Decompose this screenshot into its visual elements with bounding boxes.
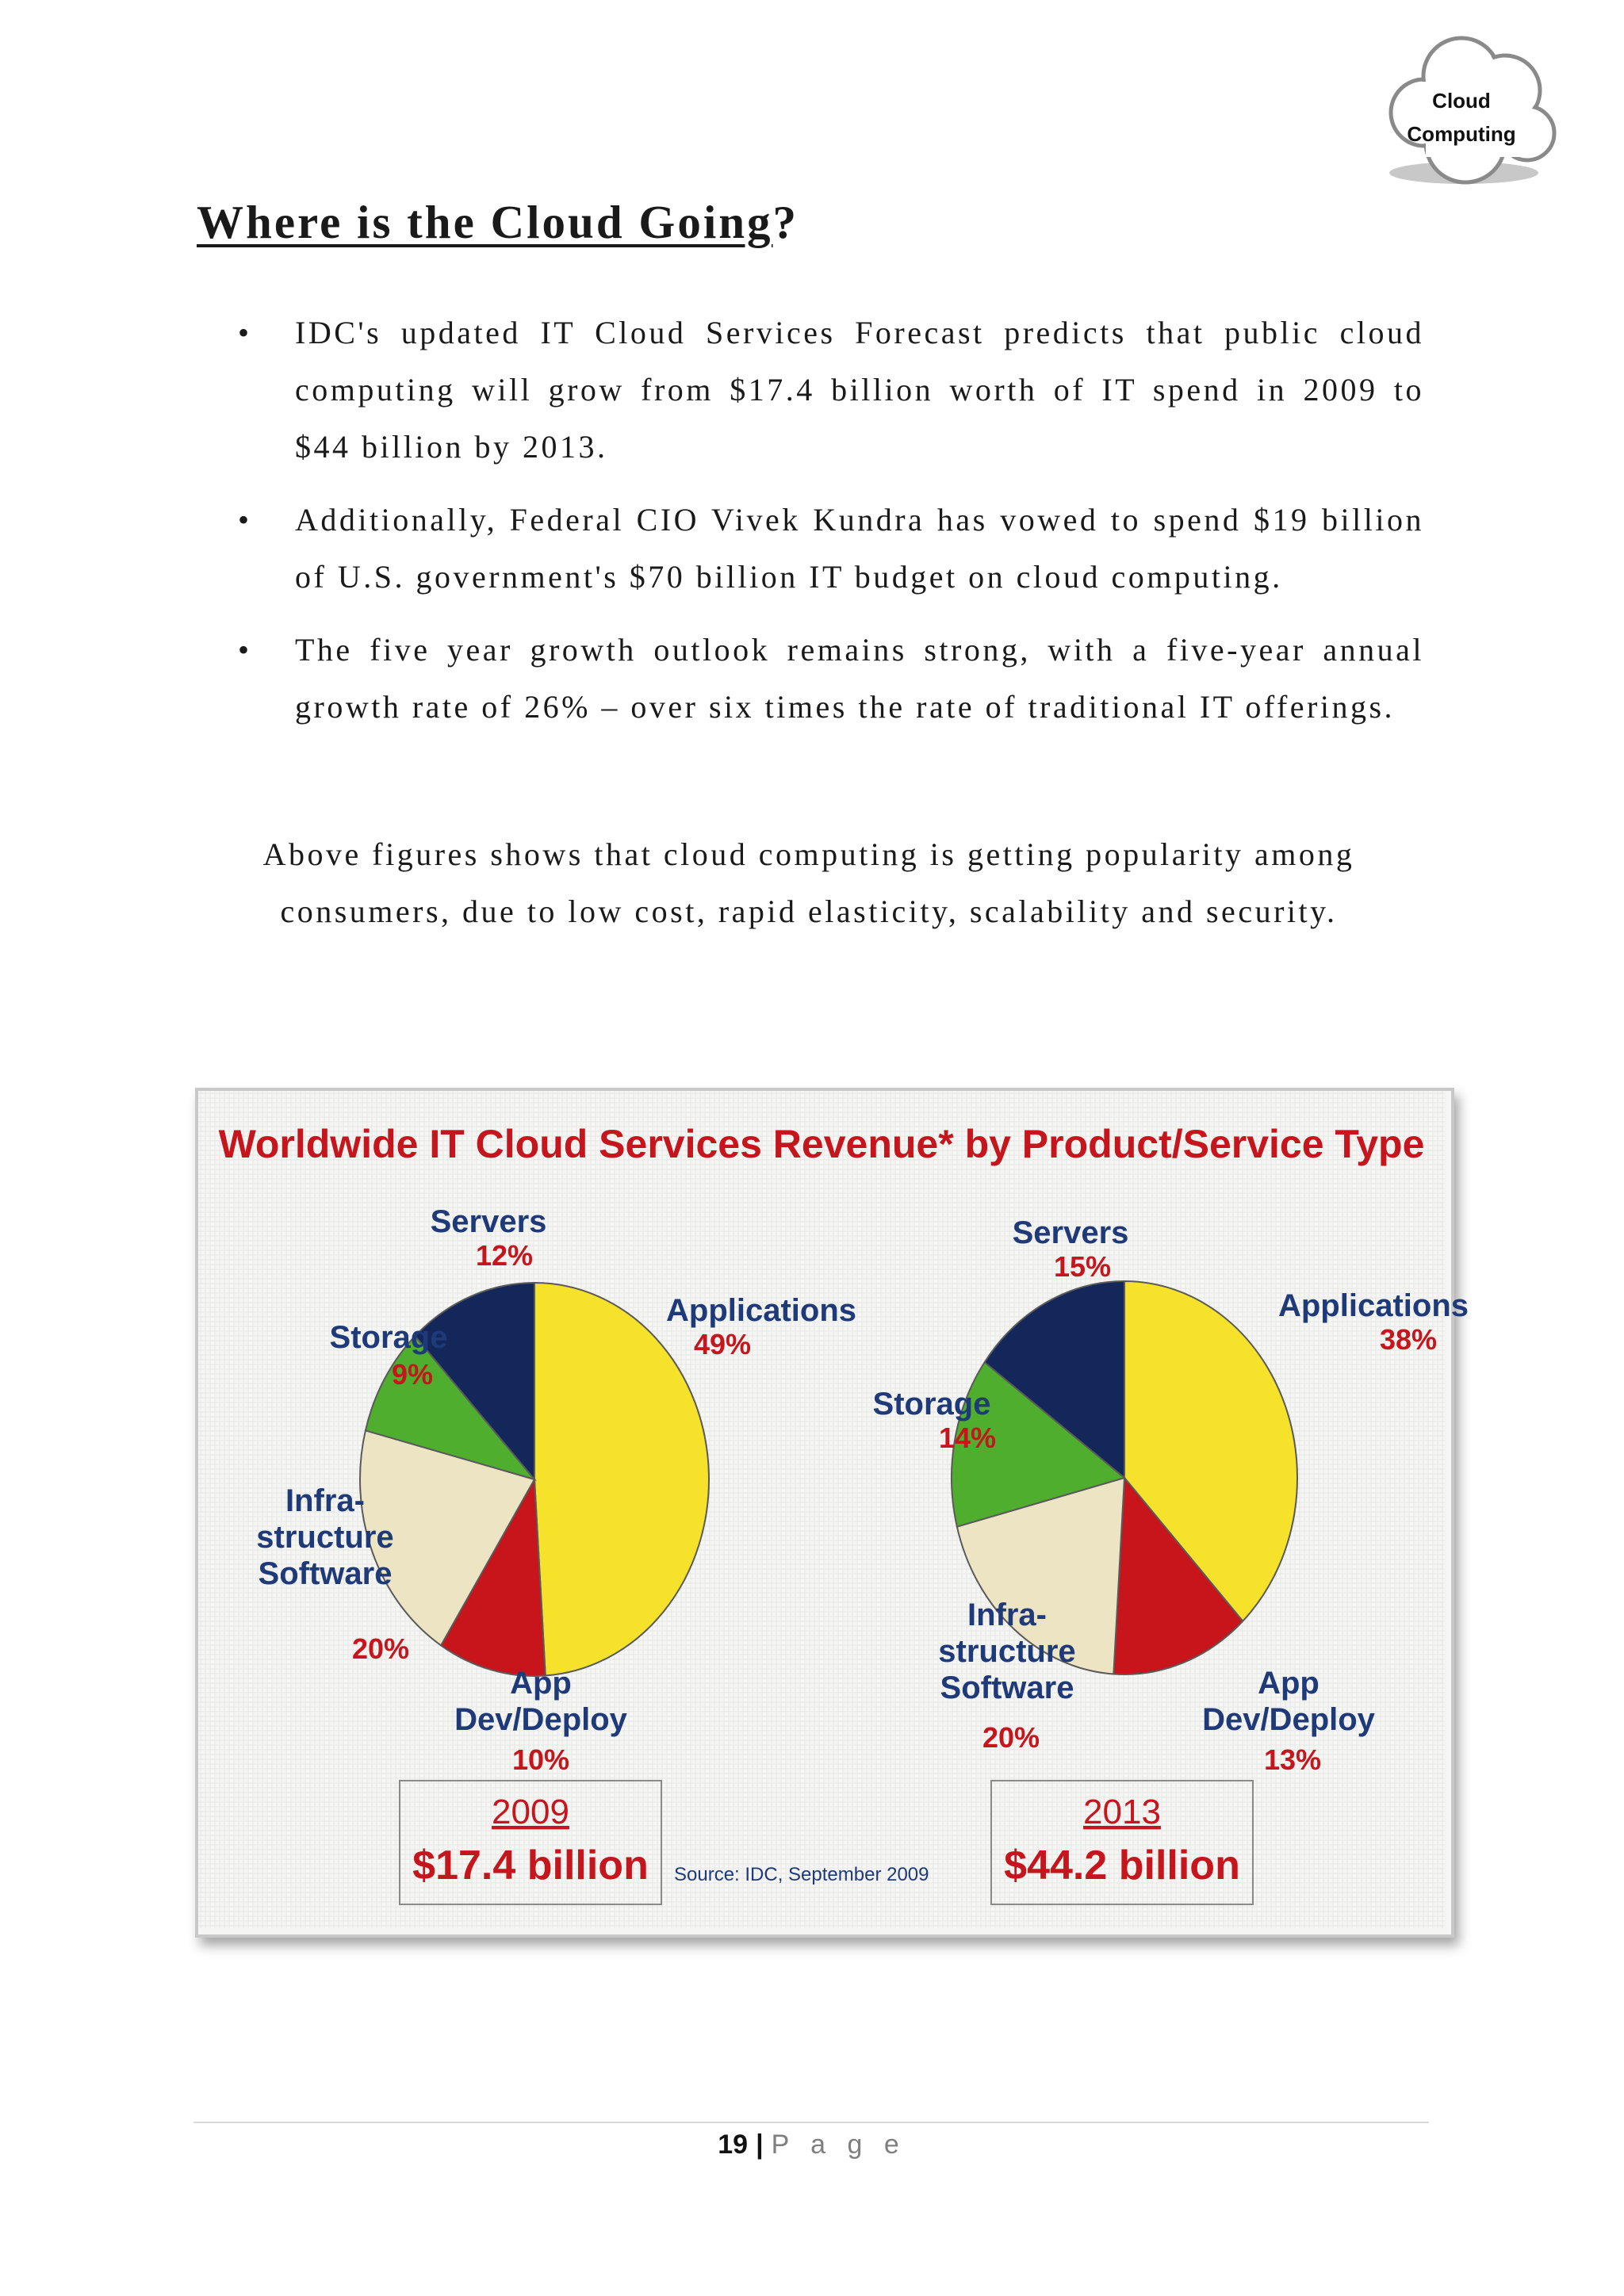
slice-name-label: structure (938, 1634, 1076, 1669)
bullet-item (238, 622, 1424, 736)
slice-name-label: App (510, 1666, 572, 1701)
logo-text-line1: Cloud (1432, 89, 1491, 113)
slice-name-label: Applications (666, 1293, 857, 1328)
bullet-item (238, 304, 1424, 476)
slice-name-label: Dev/Deploy (1202, 1702, 1375, 1737)
page-footer (0, 2130, 1624, 2160)
heading-question-mark: ? (772, 196, 799, 248)
chart-title: Worldwide IT Cloud Services Revenue* by Product/Service Type (218, 1122, 1425, 1166)
total-label-2009: $17.4 billion (412, 1843, 649, 1888)
bullet-text: Additionally, Federal CIO Vivek Kundra has vowed to spend $19 billion of U.S. government's $70 billion IT budget on cloud computing. (295, 502, 1424, 595)
slice-name-label: Software (258, 1556, 393, 1591)
page-word: P a g e (771, 2130, 906, 2160)
slice-value-label: 49% (694, 1328, 752, 1360)
chart-source: Source: IDC, September 2009 (674, 1864, 929, 1885)
slice-value-label: 15% (1053, 1250, 1112, 1283)
footer-rule (193, 2122, 1429, 2123)
slice-value-label: 12% (475, 1239, 534, 1272)
slice-value-label: 13% (1263, 1743, 1322, 1776)
bullet-dot-icon: • (238, 502, 252, 538)
heading-text: Where is the Cloud Going (197, 196, 773, 248)
year-label-2013: 2013 (1083, 1793, 1161, 1831)
slice-name-label: Software (940, 1670, 1074, 1705)
bullet-dot-icon: • (238, 315, 252, 350)
summary-paragraph: Above figures shows that cloud computing is getting popularity among consumers, due to low cost, rapid elasticity, scalability and security. (262, 836, 1355, 929)
page-number: 19 (718, 2130, 749, 2160)
total-label-2013: $44.2 billion (1004, 1843, 1240, 1888)
slice-name-label: Infra- (285, 1483, 365, 1518)
slice-name-label: structure (256, 1520, 394, 1555)
page-heading (197, 195, 799, 250)
slice-name-label: Dev/Deploy (454, 1702, 627, 1737)
slice-name-label: Storage (329, 1320, 448, 1355)
logo-text-line2: Computing (1407, 122, 1516, 146)
bullet-text: IDC's updated IT Cloud Services Forecast predicts that public cloud computing will grow from $17.4 billion worth of IT spend in 2009 to $44 billion by 2013. (295, 315, 1424, 465)
cloud-computing-logo (1378, 24, 1568, 198)
revenue-pie-charts (198, 1091, 1469, 1928)
slice-value-label: 20% (982, 1721, 1040, 1754)
slice-name-label: Servers (430, 1204, 547, 1239)
slice-name-label: Storage (872, 1387, 991, 1422)
slice-name-label: App (1258, 1666, 1320, 1701)
slice-value-label: 38% (1379, 1323, 1438, 1356)
year-label-2009: 2009 (492, 1793, 569, 1831)
slice-value-label: 14% (938, 1422, 997, 1454)
slice-value-label: 9% (391, 1358, 434, 1391)
bullet-item (238, 492, 1424, 606)
bullet-text: The five year growth outlook remains strong, with a five-year annual growth rate of 26% – over six times the rate of traditional IT offerings. (295, 632, 1424, 725)
slice-value-label: 20% (351, 1632, 410, 1665)
slice-name-label: Infra- (967, 1598, 1047, 1632)
slice-value-label: 10% (511, 1743, 570, 1776)
slice-name-label: Applications (1277, 1288, 1469, 1323)
footer-separator: | (756, 2130, 764, 2160)
bullet-list (238, 304, 1424, 752)
revenue-figure (195, 1088, 1469, 1938)
bullet-dot-icon: • (238, 632, 252, 668)
slice-name-label: Servers (1012, 1215, 1129, 1250)
